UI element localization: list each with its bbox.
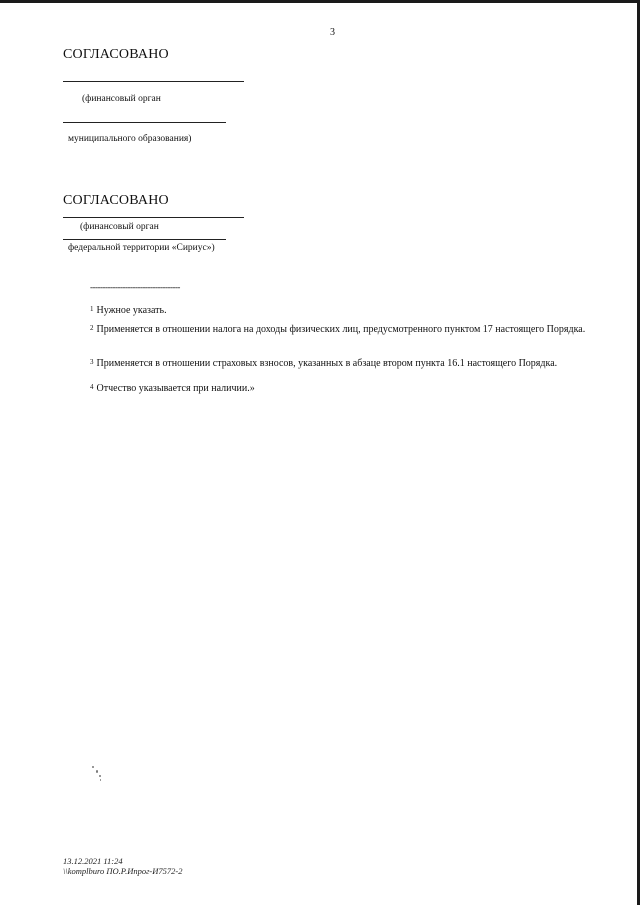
footnote-mark: 1 [90,305,94,313]
footnote-2 [63,322,608,336]
page-number: 3 [330,27,335,38]
footnote-mark: 4 [90,383,94,391]
footnote-mark: 3 [90,358,94,366]
signature-line-2 [63,122,226,123]
footnote-4 [63,381,608,395]
footnote-mark: 2 [90,324,94,332]
signature-line-1 [63,81,244,82]
scan-speck [99,775,101,777]
footnote-3 [63,356,608,370]
footnote-text: Применяется в отношении страховых взносов, указанных в абзаце втором пункта 16.1 настоящего Порядка. [96,358,558,369]
page-border-top [0,0,640,3]
print-date: 13.12.2021 11:24 [63,856,123,866]
scan-speck [92,766,94,768]
footnote-text: Отчество указывается при наличии.» [96,383,255,394]
scan-speck [96,770,98,773]
caption-finance-organ-2: (финансовый орган [80,222,159,232]
signature-line-3 [63,217,244,218]
approval-heading-1: СОГЛАСОВАНО [63,47,169,62]
signature-line-4 [63,239,226,240]
scan-speck [100,779,101,781]
footnote-text: Нужное указать. [96,305,167,316]
footnote-text: Применяется в отношении налога на доходы физических лиц, предусмотренного пунктом 17 настоящего Порядка. [96,324,586,335]
footnote-1 [63,303,608,317]
approval-heading-2: СОГЛАСОВАНО [63,193,169,208]
caption-sirius: федеральной территории «Сириус») [68,243,215,253]
print-file-path: \\komplburo ПО.Р.Ипрог-И7572-2 [63,866,183,876]
print-stamp [63,856,183,876]
caption-finance-organ-1: (финансовый орган [82,94,161,104]
footnote-separator: ------------------------------------ [90,282,180,292]
caption-municipal: муниципального образования) [68,134,192,144]
